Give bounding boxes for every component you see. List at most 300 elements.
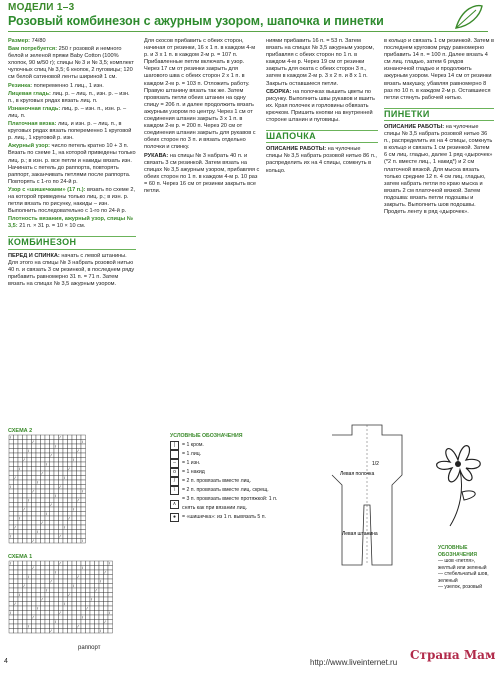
chart-cell <box>54 606 59 611</box>
chart-cell <box>72 480 77 485</box>
chart-cell <box>95 611 100 616</box>
chart-cell <box>86 611 91 616</box>
chart-cell <box>63 579 68 584</box>
chart-legend-item <box>170 468 280 477</box>
purl-value: лиц. р. – изн. п., изн. р. – лиц. п. <box>8 105 127 119</box>
chart-symbol: / <box>46 587 48 593</box>
chart-cell <box>68 611 73 616</box>
chart-cell <box>18 539 23 544</box>
chart-cell <box>59 615 64 620</box>
chart-cell <box>32 507 37 512</box>
chart-cell <box>59 462 64 467</box>
chart-cell <box>59 467 64 472</box>
chart-cell <box>54 629 59 634</box>
chart-cell <box>14 440 19 445</box>
chart-cell <box>99 611 104 616</box>
chart-cell <box>45 579 50 584</box>
chart-cell <box>90 570 95 575</box>
chart-cell <box>77 462 82 467</box>
chart-cell <box>23 467 28 472</box>
chart-cell <box>68 597 73 602</box>
chart-2-label: СХЕМА 2 <box>8 428 33 434</box>
chart-cell <box>45 530 50 535</box>
chart-cell <box>9 516 14 521</box>
chart-cell <box>50 440 55 445</box>
chart-cell <box>63 480 68 485</box>
chart-cell <box>108 575 113 580</box>
chart-cell <box>68 471 73 476</box>
chart-cell <box>77 606 82 611</box>
chart-symbol: / <box>100 578 102 584</box>
chart-legend-item <box>170 486 280 495</box>
chart-legend-text: = 1 изн. <box>182 460 201 466</box>
chart-cell <box>68 435 73 440</box>
chart-cell <box>72 471 77 476</box>
chart-cell <box>14 516 19 521</box>
chart-cell <box>104 624 109 629</box>
chart-legend-text: = 2 п. провязать вместе лиц. скрещ. <box>182 487 269 493</box>
chart-cell <box>45 575 50 580</box>
chart-cell <box>104 575 109 580</box>
chart-cell <box>81 579 86 584</box>
chart-cell <box>41 629 46 634</box>
chart-cell <box>14 503 19 508</box>
chart-cell <box>32 458 37 463</box>
chart-symbol: / <box>32 488 34 494</box>
chart-cell <box>36 489 41 494</box>
chart-cell <box>81 498 86 503</box>
chart-cell <box>59 620 64 625</box>
chart-cell <box>36 597 41 602</box>
chart-symbol: / <box>50 452 52 458</box>
chart-cell <box>45 467 50 472</box>
chart-symbol: / <box>59 533 61 539</box>
chart-cell <box>63 588 68 593</box>
chart-cell <box>18 561 23 566</box>
chart-cell <box>9 503 14 508</box>
chart-legend-text: = 1 кром. <box>182 442 204 448</box>
chart-cell <box>68 602 73 607</box>
chart-cell <box>18 525 23 530</box>
chart-cell <box>77 512 82 517</box>
chart-cell <box>72 525 77 530</box>
chart-cell <box>41 444 46 449</box>
chart-cell <box>23 498 28 503</box>
chart-cell <box>77 593 82 598</box>
chart-cell <box>81 503 86 508</box>
chart-cell <box>59 566 64 571</box>
chart-cell <box>72 620 77 625</box>
chart-cell <box>41 530 46 535</box>
chart-cell <box>32 512 37 517</box>
chart-cell <box>32 467 37 472</box>
chart-cell <box>14 467 19 472</box>
chart-cell <box>23 620 28 625</box>
column-1 <box>8 38 136 289</box>
chart-legend <box>170 432 280 522</box>
chart-cell <box>104 593 109 598</box>
chart-cell <box>81 521 86 526</box>
chart-cell <box>23 597 28 602</box>
chart-cell <box>36 629 41 634</box>
chart-symbol: / <box>10 434 12 440</box>
chart-cell <box>90 624 95 629</box>
chart-cell <box>45 566 50 571</box>
chart-cell <box>81 597 86 602</box>
chart-cell <box>14 458 19 463</box>
chart-cell <box>36 575 41 580</box>
chart-cell <box>41 611 46 616</box>
purl-label: Изнаночная гладь: <box>8 105 61 112</box>
chart-cell <box>27 485 32 490</box>
chart-cell <box>59 449 64 454</box>
chart-cell <box>68 575 73 580</box>
garter-label: Платочная вязка: <box>8 121 57 128</box>
chart-cell <box>81 480 86 485</box>
chart-cell <box>68 534 73 539</box>
chart-symbol-icon: ● <box>170 513 179 522</box>
chart-legend-list <box>170 441 280 522</box>
chart-symbol: / <box>68 515 70 521</box>
chart-legend-text: = 3 п. провязать вместе протяжкой: 1 п. снять как при вязании лиц. <box>182 496 278 511</box>
chart-cell <box>41 539 46 544</box>
chart-cell <box>41 525 46 530</box>
chart-cell <box>77 602 82 607</box>
chart-cell <box>32 494 37 499</box>
chart-cell <box>50 435 55 440</box>
chart-cell <box>72 435 77 440</box>
chart-cell <box>59 471 64 476</box>
source-url: http://www.liveinternet.ru <box>310 658 398 667</box>
chart-cell <box>99 588 104 593</box>
chart-cell <box>72 602 77 607</box>
chart-cell <box>72 570 77 575</box>
chart-cell <box>59 575 64 580</box>
chart-symbol: / <box>82 614 84 620</box>
chart-cell <box>50 525 55 530</box>
chart-cell <box>99 620 104 625</box>
chart-symbol: / <box>28 623 30 629</box>
watermark: Страна Мам <box>410 648 496 662</box>
chart-cell <box>41 624 46 629</box>
chart-cell <box>27 476 32 481</box>
chart-cell <box>9 444 14 449</box>
chart-cell <box>59 476 64 481</box>
chart-cell <box>9 512 14 517</box>
chart-cell <box>54 534 59 539</box>
chart-cell <box>45 606 50 611</box>
chart-cell <box>23 629 28 634</box>
chart-cell <box>90 579 95 584</box>
flower-icon <box>420 430 496 530</box>
chart-cell <box>63 516 68 521</box>
chart-cell <box>41 494 46 499</box>
chart-cell <box>72 624 77 629</box>
chart-cell <box>108 566 113 571</box>
chart-cell <box>59 593 64 598</box>
chart-cell <box>50 597 55 602</box>
chart-cell <box>36 485 41 490</box>
chart-cell <box>14 512 19 517</box>
column-3-text: ниями прибавить 16 п. = 53 п. Затем вязать на спицах № 3,5 ажурным узором, прибавляя с обеих сторон по 1 п. в каждом 4-м р. Через 19 см от резинки закрыть для оката с обеих сторон 3 п., затем в каждом 2-м р. 3 х 2 п. и 8 х 1 п. Закрыть оставшиеся петли. <box>266 38 375 87</box>
chart-cell <box>23 480 28 485</box>
chart-cell <box>72 449 77 454</box>
chart-cell <box>77 476 82 481</box>
chart-cell <box>63 593 68 598</box>
chart-cell <box>54 512 59 517</box>
chart-symbol-icon <box>170 450 179 459</box>
chart-symbol: / <box>37 529 39 534</box>
chart-cell <box>54 503 59 508</box>
chart-cell <box>59 503 64 508</box>
chart-cell <box>59 525 64 530</box>
chart-cell <box>45 602 50 607</box>
chart-cell <box>18 494 23 499</box>
chart-cell <box>32 503 37 508</box>
chart-cell <box>23 593 28 598</box>
chart-cell <box>41 507 46 512</box>
chart-cell <box>14 494 19 499</box>
chart-cell <box>18 606 23 611</box>
chart-cell <box>27 602 32 607</box>
chart-cell <box>45 629 50 634</box>
chart-symbol: / <box>10 610 12 615</box>
chart-cell <box>81 620 86 625</box>
chart-2-grid <box>8 434 168 549</box>
chart-cell <box>54 521 59 526</box>
chart-cell <box>59 539 64 544</box>
chart-cell <box>27 525 32 530</box>
chart-symbol: / <box>50 502 52 507</box>
chart-cell <box>45 620 50 625</box>
chart-cell <box>32 516 37 521</box>
chart-cell <box>68 485 73 490</box>
chart-cell <box>59 629 64 634</box>
chart-cell <box>9 467 14 472</box>
chart-symbol: / <box>41 470 43 476</box>
embroidery-legend-list <box>438 558 494 591</box>
chart-cell <box>81 453 86 458</box>
chart-cell <box>59 516 64 521</box>
chart-cell <box>72 516 77 521</box>
chart-cell <box>23 615 28 620</box>
chart-cell <box>72 615 77 620</box>
chart-cell <box>9 584 14 589</box>
chart-cell <box>68 624 73 629</box>
chart-cell <box>41 561 46 566</box>
chart-symbol: / <box>59 484 61 489</box>
chart-cell <box>54 458 59 463</box>
chart-cell <box>14 507 19 512</box>
chart-cell <box>72 530 77 535</box>
chart-cell <box>50 593 55 598</box>
chart-cell <box>14 489 19 494</box>
chart-cell <box>41 602 46 607</box>
chart-cell <box>72 476 77 481</box>
chart-cell <box>14 530 19 535</box>
chart-cell <box>54 575 59 580</box>
chart-cell <box>54 435 59 440</box>
chart-cell <box>81 458 86 463</box>
chart-cell <box>36 449 41 454</box>
chart-cell <box>59 588 64 593</box>
chart-cell <box>59 498 64 503</box>
chart-symbol: / <box>14 601 16 606</box>
chart-cell <box>9 453 14 458</box>
chart-cell <box>27 471 32 476</box>
chart-cell <box>9 593 14 598</box>
chart-cell <box>108 624 113 629</box>
chart-symbol: / <box>82 538 84 543</box>
chart-cell <box>23 566 28 571</box>
chart-cell <box>23 440 28 445</box>
chart-cell <box>77 503 82 508</box>
chart-cell <box>81 444 86 449</box>
chart-cell <box>9 615 14 620</box>
chart-symbol: / <box>82 565 84 570</box>
chart-cell <box>68 440 73 445</box>
chart-cell <box>41 584 46 589</box>
chart-cell <box>77 489 82 494</box>
chart-cell <box>18 602 23 607</box>
chart-cell <box>72 440 77 445</box>
chart-cell <box>9 597 14 602</box>
chart-cell <box>32 462 37 467</box>
chart-cell <box>90 615 95 620</box>
chart-cell <box>86 588 91 593</box>
chart-cell <box>108 588 113 593</box>
sleeve-lead: РУКАВА: <box>144 152 169 159</box>
chart-cell <box>77 534 82 539</box>
chart-cell <box>45 494 50 499</box>
chart-cell <box>68 615 73 620</box>
chart-cell <box>23 624 28 629</box>
chart-cell <box>18 584 23 589</box>
chart-symbol: / <box>50 628 52 633</box>
chart-cell <box>68 480 73 485</box>
chart-cell <box>54 516 59 521</box>
chart-cell <box>54 525 59 530</box>
chart-cell <box>45 453 50 458</box>
chart-cell <box>63 530 68 535</box>
chart-cell <box>32 453 37 458</box>
chart-cell <box>18 615 23 620</box>
chart-cell <box>18 435 23 440</box>
chart-cell <box>32 602 37 607</box>
chart-cell <box>72 512 77 517</box>
chart-cell <box>68 539 73 544</box>
chart-symbol: / <box>77 497 79 503</box>
chart-legend-item <box>170 459 280 468</box>
chart-symbol: / <box>82 488 84 494</box>
chart-symbol: / <box>59 560 61 566</box>
chart-cell <box>108 620 113 625</box>
chart-cell <box>68 561 73 566</box>
chart-cell <box>45 489 50 494</box>
chart-cell <box>63 440 68 445</box>
chart-cell <box>14 566 19 571</box>
chart-cell <box>77 615 82 620</box>
chart-symbol: / <box>104 619 106 624</box>
booties-lead: ОПИСАНИЕ РАБОТЫ: <box>384 123 445 130</box>
chart-cell <box>54 593 59 598</box>
embroidery-legend-item: — стебельчатый шов, зеленый <box>438 571 489 584</box>
chart-cell <box>54 579 59 584</box>
text-columns <box>8 38 492 438</box>
chart-cell <box>18 471 23 476</box>
chart-cell <box>45 570 50 575</box>
chart-cell <box>72 575 77 580</box>
chart-cell <box>32 521 37 526</box>
chart-cell <box>45 435 50 440</box>
lace-value: число петель кратно 10 + 3 п. Вязать по схеме 1, на которой приведены только лиц. р.; в изн. р. все петли и накиды вязать изн. Начинать с петель до раппорта, повторять раппорт, заканчивать петлями после раппорта. Повторять с 1-го по 24-й р. <box>8 143 136 185</box>
chart-cell <box>54 453 59 458</box>
chart-cell <box>77 435 82 440</box>
chart-cell <box>54 471 59 476</box>
chart-cell <box>36 620 41 625</box>
chart-symbol: / <box>41 520 43 525</box>
chart-cell <box>63 624 68 629</box>
chart-cell <box>99 561 104 566</box>
chart-cell <box>41 462 46 467</box>
chart-cell <box>14 480 19 485</box>
diagram-leg-label: Левая штанина <box>342 531 378 537</box>
chart-cell <box>14 453 19 458</box>
chart-symbol: / <box>100 628 102 633</box>
chart-cell <box>23 611 28 616</box>
chart-cell <box>77 480 82 485</box>
chart-cell <box>54 588 59 593</box>
chart-cell <box>23 575 28 580</box>
chart-cell <box>14 534 19 539</box>
chart-cell <box>72 539 77 544</box>
chart-cell <box>23 444 28 449</box>
chart-cell <box>63 512 68 517</box>
chart-cell <box>23 570 28 575</box>
chart-cell <box>27 480 32 485</box>
chart-symbol: / <box>91 596 93 602</box>
chart-cell <box>9 525 14 530</box>
chart-1-label: СХЕМА 1 <box>8 554 33 560</box>
chart-cell <box>18 624 23 629</box>
assembly-text: на полочках вышить цветы по рисунку. Выполнить швы рукавов и вшить их. Края полочек и горловины обвязать крючком. Пришить кнопки на внутренней стороне штанин и пуговицы. <box>266 88 375 124</box>
chart-symbol: / <box>59 434 61 440</box>
chart-cell <box>72 444 77 449</box>
chart-cell <box>36 494 41 499</box>
chart-cell <box>50 471 55 476</box>
chart-cell <box>108 602 113 607</box>
chart-cell <box>41 453 46 458</box>
chart-cell <box>27 593 32 598</box>
chart-cell <box>9 588 14 593</box>
chart-cell <box>81 575 86 580</box>
chart-cell <box>104 588 109 593</box>
chart-symbol: / <box>19 466 21 471</box>
chart-symbol: / <box>19 592 21 597</box>
chart-cell <box>18 629 23 634</box>
chart-cell <box>36 539 41 544</box>
chart-cell <box>68 494 73 499</box>
rib-value: попеременно 1 лиц., 1 изн. <box>33 82 104 89</box>
chart-cell <box>9 602 14 607</box>
chart-cell <box>27 534 32 539</box>
chart-cell <box>77 530 82 535</box>
chart-cell <box>27 588 32 593</box>
chart-cell <box>50 539 55 544</box>
chart-cell <box>9 471 14 476</box>
chart-symbol: / <box>59 610 61 615</box>
chart-cell <box>95 593 100 598</box>
